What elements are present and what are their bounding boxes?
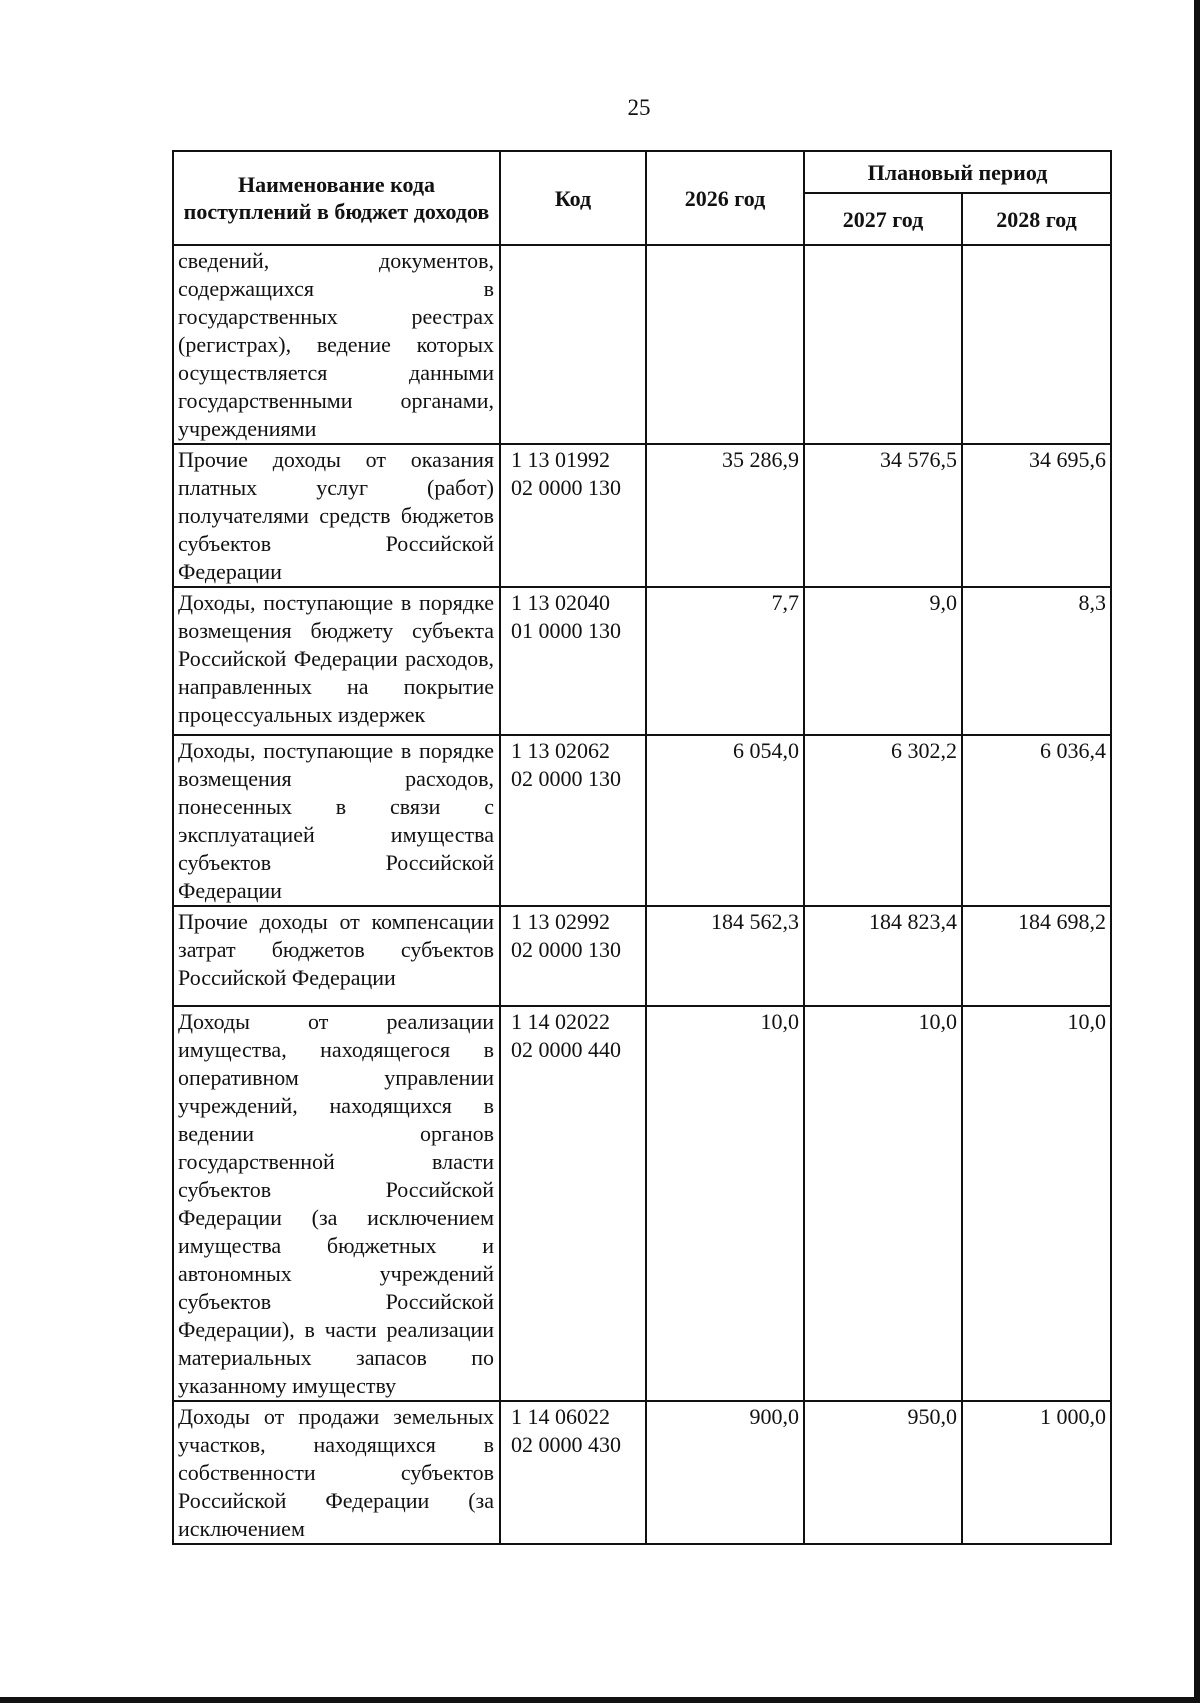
- row-value-2026: 7,7: [646, 587, 804, 735]
- table-row: [173, 444, 1111, 587]
- row-name: Доходы, поступающие в порядке возмещения расходов, понесенных в связи с эксплуатацией имущества субъектов Российской Федерации: [173, 735, 500, 906]
- row-value-2026: [646, 245, 804, 444]
- scan-edge-right: [1194, 0, 1200, 1703]
- row-value-2026: 184 562,3: [646, 906, 804, 1006]
- row-code-line: 01 0000 130: [511, 618, 621, 643]
- row-value-2027: 9,0: [804, 587, 962, 735]
- row-code: [500, 245, 646, 444]
- row-name: Доходы, поступающие в порядке возмещения бюджету субъекта Российской Федерации расходов, направленных на покрытие процессуальных издержек: [173, 587, 500, 735]
- row-value-2028: [962, 245, 1111, 444]
- header-code: Код: [500, 151, 646, 245]
- row-code-line: 02 0000 430: [511, 1432, 621, 1457]
- row-code-line: 02 0000 130: [511, 475, 621, 500]
- row-code-line: 1 13 01992: [511, 447, 610, 472]
- row-value-2027: [804, 245, 962, 444]
- row-value-2028: 1 000,0: [962, 1401, 1111, 1544]
- row-value-2027: 950,0: [804, 1401, 962, 1544]
- header-year-2028: 2028 год: [962, 193, 1111, 245]
- page-number: 25: [627, 95, 651, 120]
- row-code: [500, 906, 646, 1006]
- row-code-line: 02 0000 130: [511, 937, 621, 962]
- row-value-2028: 10,0: [962, 1006, 1111, 1401]
- table-row: [173, 735, 1111, 906]
- row-code: [500, 1006, 646, 1401]
- row-value-2026: 900,0: [646, 1401, 804, 1544]
- table-body: [173, 245, 1111, 1544]
- header-year-2027: 2027 год: [804, 193, 962, 245]
- row-code-line: 1 13 02040: [511, 590, 610, 615]
- header-name: Наименование кода поступлений в бюджет доходов: [173, 151, 500, 245]
- row-value-2027: 34 576,5: [804, 444, 962, 587]
- row-value-2028: 8,3: [962, 587, 1111, 735]
- row-value-2028: 6 036,4: [962, 735, 1111, 906]
- row-value-2027: 184 823,4: [804, 906, 962, 1006]
- row-code: [500, 444, 646, 587]
- row-name: Прочие доходы от компенсации затрат бюджетов субъектов Российской Федерации: [173, 906, 500, 1006]
- row-code-line: 02 0000 440: [511, 1037, 621, 1062]
- header-year-2026: 2026 год: [646, 151, 804, 245]
- header-planned-period: Плановый период: [804, 151, 1111, 193]
- row-code-line: 1 14 02022: [511, 1009, 610, 1034]
- table-row: [173, 587, 1111, 735]
- row-code-line: 1 13 02062: [511, 738, 610, 763]
- row-code: [500, 1401, 646, 1544]
- table-row: [173, 245, 1111, 444]
- row-value-2026: 6 054,0: [646, 735, 804, 906]
- row-code-line: 1 14 06022: [511, 1404, 610, 1429]
- table-row: [173, 906, 1111, 1006]
- row-name: сведений, документов, содержащихся в государственных реестрах (регистрах), ведение которых осуществляется данными государственными органами, учреждениями: [173, 245, 500, 444]
- row-code-line: 1 13 02992: [511, 909, 610, 934]
- row-name: Прочие доходы от оказания платных услуг (работ) получателями средств бюджетов субъектов Российской Федерации: [173, 444, 500, 587]
- table-header: [173, 151, 1111, 245]
- row-value-2028: 34 695,6: [962, 444, 1111, 587]
- table-row: [173, 1006, 1111, 1401]
- row-code-line: 02 0000 130: [511, 766, 621, 791]
- row-value-2026: 35 286,9: [646, 444, 804, 587]
- scan-edge-bottom: [0, 1697, 1200, 1703]
- revenue-table: [172, 150, 1112, 1545]
- row-code: [500, 587, 646, 735]
- row-value-2027: 6 302,2: [804, 735, 962, 906]
- row-name: Доходы от реализации имущества, находящегося в оперативном управлении учреждений, находящихся в ведении органов государственной власти субъектов Российской Федерации (за исключением имущества бюджетных и автономных учреждений субъектов Российской Федерации), в части реализации материальных запасов по указанному имуществу: [173, 1006, 500, 1401]
- row-code: [500, 735, 646, 906]
- row-value-2028: 184 698,2: [962, 906, 1111, 1006]
- row-name: Доходы от продажи земельных участков, находящихся в собственности субъектов Российской Федерации (за исключением: [173, 1401, 500, 1544]
- row-value-2027: 10,0: [804, 1006, 962, 1401]
- table-row: [173, 1401, 1111, 1544]
- row-value-2026: 10,0: [646, 1006, 804, 1401]
